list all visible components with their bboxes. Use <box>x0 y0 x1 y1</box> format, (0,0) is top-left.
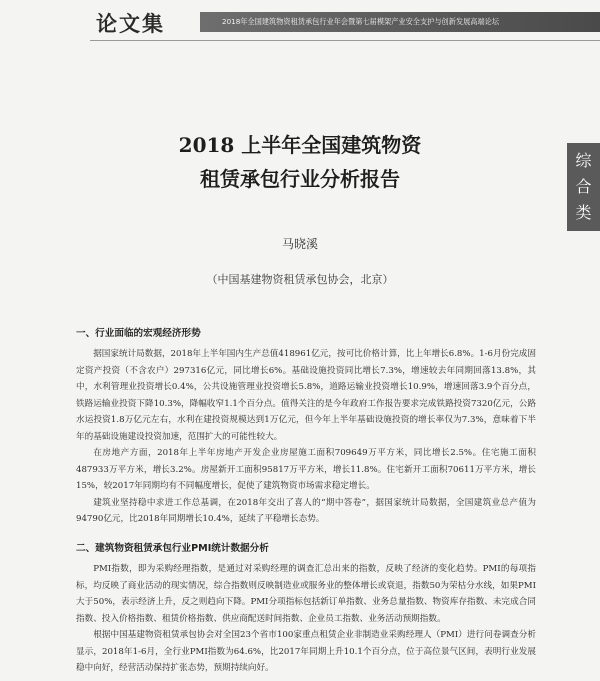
author-name: 马晓溪 <box>281 237 318 251</box>
paragraph: 根据中国基建物资租赁承包协会对全国23个省市100家重点租赁企业非制造业采购经理人（PMI）进行问卷调查分析显示，2018年1-6月，全行业PMI指数为64.6%，比2017年同期上升10.1个百分点，位于高位景气区间，表明行业发展稳中向好，经营活动保持扩张态势，预期持续向好。 <box>76 630 536 673</box>
category-char: 类 <box>575 203 592 222</box>
paragraph: PMI指数，即为采购经理指数，是通过对采购经理的调查汇总出来的指数，反映了经济的变化趋势。PMI的每项指标，均反映了商业活动的现实情况，综合指数则反映制造业或服务业的整体增长或衰退，指数50为荣枯分水线，如果PMI大于50%，表示经济上升，反之则趋向下降。PMI分项指标包括新订单指数、业务总量指数、物资库存指数、未完成合同指数、投入价格指数、租赁价格指数、供应商配送时间指数、企业员工指数、业务活动预期指数。 <box>76 564 536 624</box>
page-header <box>0 0 600 40</box>
header-rule <box>90 40 600 41</box>
section-heading: 二、建筑物资租赁承包行业PMI统计数据分析 <box>76 543 269 554</box>
section-body <box>76 346 536 528</box>
section-heading: 一、行业面临的宏观经济形势 <box>76 328 201 339</box>
author-affiliation: （中国基建物资租赁承包协会，北京） <box>206 273 394 286</box>
title-line-2: 租赁承包行业分析报告 <box>200 167 400 191</box>
category-char: 综 <box>575 151 592 170</box>
category-char: 合 <box>575 177 592 196</box>
paragraph: 建筑业坚持稳中求进工作总基调，在2018年交出了喜人的“期中答卷”，据国家统计局数据，全国建筑业总产值为94790亿元，比2018年同期增长10.4%，延续了平稳增长态势。 <box>76 497 536 524</box>
category-side-tab <box>567 143 600 231</box>
article-title <box>60 128 540 196</box>
journal-brand: 论文集 <box>96 12 165 36</box>
conference-banner: 2018年全国建筑物资租赁承包行业年会暨第七届模架产业安全支护与创新发展高端论坛 <box>200 12 600 32</box>
paragraph: 据国家统计局数据，2018年上半年国内生产总值418961亿元，按可比价格计算，比上年增长6.8%。1-6月份完成固定资产投资（不含农户）297316亿元，同比增长6%。基础设施投资同比增长7.3%，增速较去年同期回落13.8%，其中，水利管理业投资增长0.4%，公共设施管理业投资增长5.8%，道路运输业投资增长10.9%，增速回落3.9个百分点，铁路运输业投资下降10.3%，降幅收窄1.1个百分点。值得关注的是今年政府工作报告要求完成铁路投资7320亿元，公路水运投资1.8万亿元左右，水利在建投资规模达到1万亿元，但今年上半年基础设施投资的增长率仅为7.3%，意味着下半年的基础设施建设投资加速，范围扩大的可能性较大。 <box>76 349 536 442</box>
section-body <box>76 561 536 677</box>
title-line-1: 2018 上半年全国建筑物资 <box>178 133 422 157</box>
paragraph: 在房地产方面，2018年上半年房地产开发企业房屋施工面积709649万平方米，同比增长2.5%。住宅施工面积487933万平方米，增长3.2%。房屋新开工面积95817万平方米，增长11.8%。住宅新开工面积70611万平方米，增长15%，较2017年同期均有不同幅度增长，促使了建筑物资市场需求稳定增长。 <box>76 448 536 491</box>
